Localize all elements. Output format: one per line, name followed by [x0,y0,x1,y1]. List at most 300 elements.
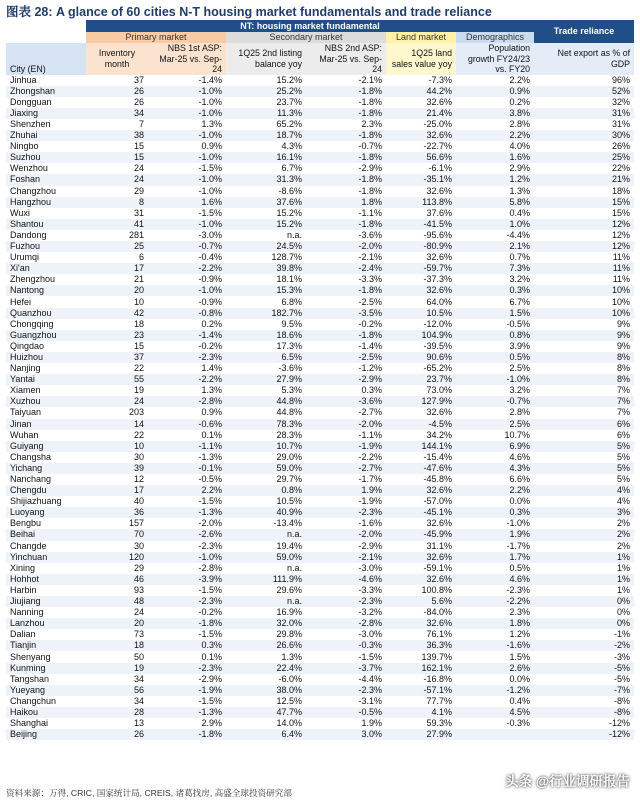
cell-net-export: 7% [534,396,634,407]
table-row [6,174,634,185]
cell-city: Taiyuan [10,407,42,418]
cell-nbs-1st-asp: -1.3% [148,707,226,718]
table-row [6,430,634,441]
cell-nbs-1st-asp: -1.0% [148,108,226,119]
cell-net-export: 25% [534,152,634,163]
cell-net-export: -5% [614,673,631,684]
table-row [6,374,634,385]
cell-land-sales: 32.6% [386,485,456,496]
cell-land-sales: -57.1% [386,685,456,696]
cell-land-sales: -57.0% [423,496,452,507]
cell-land-sales: 139.7% [421,651,452,662]
cell-land-sales: 162.1% [386,663,456,674]
cell-nbs-2nd-asp: -0.5% [306,707,386,718]
table-row [6,396,634,407]
cell-land-sales: 37.6% [426,207,452,218]
cell-net-export: 30% [534,130,634,141]
cell-population-growth: -2.3% [506,584,531,595]
cell-net-export: 31% [612,119,631,130]
cell-net-export: 7% [617,407,631,418]
cell-nbs-1st-asp: 2.2% [148,485,226,496]
cell-nbs-1st-asp: -0.9% [198,296,222,307]
table-row [6,141,634,152]
cell-land-sales: -59.1% [423,562,452,573]
cell-nbs-1st-asp: -0.9% [198,274,222,285]
cell-listing-balance: 12.5% [276,695,302,706]
cell-nbs-1st-asp: -1.5% [198,163,222,174]
col-nbs-1st-asp: NBS 1st ASP: Mar-25 vs. Sep-24 [148,43,226,75]
cell-nbs-2nd-asp: -1.9% [306,441,386,452]
cell-listing-balance: 22.4% [226,663,306,674]
table-row [6,574,634,585]
table-row [6,108,634,119]
cell-population-growth: 3.2% [509,274,531,285]
cell-nbs-2nd-asp: -2.2% [358,451,382,462]
table-row [6,119,634,130]
cell-nbs-2nd-asp: -2.0% [306,241,386,252]
cell-population-growth: 6.7% [509,296,531,307]
cell-nbs-1st-asp: -1.0% [148,285,226,296]
cell-nbs-2nd-asp: -2.9% [358,540,382,551]
table-row [6,130,634,141]
corner-spacer [6,20,86,32]
cell-city: Hefei [10,296,32,307]
cell-inventory: 39 [86,463,148,474]
cell-city: Wenzhou [10,163,48,174]
watermark: 头条 @行业调研报告 [505,774,630,789]
cell-population-growth: 4.6% [509,451,531,462]
cell-population-growth: 2.2% [456,130,534,141]
cell-net-export: 15% [612,207,631,218]
cell-nbs-2nd-asp: -2.9% [358,163,382,174]
source-note: 资料来源：万得, CRIC, 国家统计局, CREIS, 诸葛找房, 高盛全球投资研究部 [6,788,292,798]
table-row [6,685,634,696]
cell-city: Jiaxing [6,108,86,119]
cell-nbs-2nd-asp: -3.3% [358,584,382,595]
cell-listing-balance: n.a. [226,596,306,607]
cell-net-export: -7% [534,685,634,696]
table-row [6,651,634,662]
cell-inventory: 34 [86,108,148,119]
cell-listing-balance: -8.6% [278,185,302,196]
cell-inventory: 15 [133,340,144,351]
cell-land-sales: -35.1% [386,174,456,185]
cell-inventory: 73 [133,629,144,640]
table-row [6,319,634,330]
cell-listing-balance: 0.8% [226,485,306,496]
cell-nbs-1st-asp: 0.1% [201,651,222,662]
table-row [6,585,634,596]
cell-nbs-1st-asp: -2.9% [198,673,222,684]
cell-land-sales: 77.7% [426,695,452,706]
cell-land-sales: 10.5% [386,308,456,319]
cell-land-sales: 100.8% [421,584,452,595]
cell-city: Hangzhou [6,197,86,208]
cell-nbs-1st-asp: 1.3% [201,385,222,396]
cell-nbs-2nd-asp: -0.7% [358,141,382,152]
nt-group-header: NT: housing market fundamental [86,20,534,32]
cell-land-sales: 27.9% [386,729,456,740]
cell-net-export: 8% [617,363,631,374]
cell-land-sales: -4.5% [386,419,456,430]
cell-nbs-1st-asp: -2.2% [148,263,226,274]
cell-listing-balance: 18.6% [226,330,306,341]
cell-land-sales: 21.4% [386,108,456,119]
cell-land-sales: 31.1% [426,540,452,551]
cell-city: Urumqi [10,252,40,263]
cell-inventory: 30 [133,451,144,462]
table-row [6,618,634,629]
cell-listing-balance: 15.2% [226,219,306,230]
cell-land-sales: -12.0% [423,318,452,329]
cell-listing-balance: 6.5% [226,352,306,363]
cell-city: Haikou [6,707,86,718]
demographics-header: Demographics [456,32,534,43]
cell-city: Guiyang [6,441,86,452]
cell-population-growth: 2.2% [509,74,531,85]
cell-nbs-1st-asp: -0.4% [198,252,222,263]
table-row [6,330,634,341]
cell-nbs-1st-asp: -0.5% [198,474,222,485]
cell-nbs-1st-asp: 1.6% [148,197,226,208]
cell-net-export: -5% [534,663,634,674]
table-row [6,607,634,618]
cell-city: Bengbu [10,518,42,529]
table-row [6,541,634,552]
cell-population-growth: -1.2% [456,685,534,696]
cell-city: Changsha [10,451,52,462]
cell-nbs-1st-asp: -1.5% [198,496,222,507]
table-row [6,208,634,219]
cell-inventory: 19 [133,385,144,396]
cell-inventory: 18 [133,318,144,329]
cell-population-growth: -1.7% [506,540,531,551]
corner-spacer-2 [6,32,86,43]
cell-net-export: 10% [534,308,634,319]
table-row [6,230,634,241]
cell-nbs-1st-asp: -1.0% [148,219,226,230]
cell-net-export: 4% [617,496,631,507]
cell-nbs-2nd-asp: -3.0% [358,629,382,640]
cell-population-growth: 1.5% [456,308,534,319]
cell-population-growth: 1.7% [456,552,534,563]
cell-population-growth: 1.3% [509,185,531,196]
table-row [6,729,634,740]
cell-nbs-1st-asp: 0.1% [201,429,222,440]
cell-net-export: -2% [534,640,634,651]
cell-listing-balance: -3.6% [278,363,302,374]
cell-listing-balance: n.a. [286,229,302,240]
cell-net-export: 12% [534,241,634,252]
cell-nbs-1st-asp: -2.3% [148,352,226,363]
cell-listing-balance: 5.3% [281,385,302,396]
cell-nbs-1st-asp: -1.0% [148,130,226,141]
cell-listing-balance: 24.5% [226,241,306,252]
table-row [6,75,634,86]
cell-population-growth: 0.8% [456,330,534,341]
cell-nbs-2nd-asp: -1.8% [306,152,386,163]
cell-listing-balance: 29.6% [276,584,302,595]
cell-nbs-1st-asp: 0.2% [201,318,222,329]
cell-city: Xi'an [6,263,86,274]
cell-listing-balance: 26.6% [226,640,306,651]
cell-population-growth: 2.5% [509,363,531,374]
cell-inventory: 26 [86,86,148,97]
cell-listing-balance: 40.9% [226,507,306,518]
cell-city: Zhongshan [6,86,86,97]
cell-inventory: 37 [133,74,144,85]
cell-city: Guangzhou [6,330,86,341]
cell-nbs-2nd-asp: -1.8% [358,185,382,196]
cell-land-sales: 113.8% [386,197,456,208]
cell-population-growth: 1.9% [456,529,534,540]
table-row [6,197,634,208]
cell-nbs-2nd-asp: -2.4% [306,263,386,274]
cell-population-growth: 2.2% [456,485,534,496]
table-row [6,274,634,285]
cell-city: Shijiazhuang [10,496,62,507]
cell-net-export: 8% [534,352,634,363]
cell-nbs-2nd-asp: 2.3% [361,119,382,130]
cell-population-growth: 4.3% [456,463,534,474]
cell-inventory: 13 [133,718,144,729]
cell-nbs-2nd-asp: -1.8% [306,108,386,119]
col-population-growth: Population growth FY24/23 vs. FY20 [456,43,534,75]
cell-land-sales: -65.2% [423,363,452,374]
table-row [6,152,634,163]
cell-land-sales: 32.6% [426,407,452,418]
cell-nbs-2nd-asp: -2.9% [306,374,386,385]
table-row [6,363,634,374]
cell-listing-balance: 15.2% [276,74,302,85]
cell-nbs-1st-asp: 0.3% [148,640,226,651]
cell-city: Jiujiang [6,596,86,607]
cell-city: Huizhou [6,352,86,363]
cell-inventory: 24 [133,163,144,174]
cell-land-sales: 32.6% [386,618,456,629]
cell-net-export: 0% [534,618,634,629]
table-row [6,352,634,363]
cell-listing-balance: 32.0% [226,618,306,629]
page-title: 图表 28: A glance of 60 cities N-T housing market fundamentals and trade reliance [6,5,492,19]
cell-city: Yichang [6,463,86,474]
cell-nbs-2nd-asp: -2.7% [358,407,382,418]
cell-nbs-2nd-asp: -1.8% [306,330,386,341]
cell-listing-balance: 182.7% [226,308,306,319]
cell-population-growth: 0.4% [509,207,531,218]
cell-inventory: 29 [133,185,144,196]
cell-net-export: 5% [534,441,634,452]
cell-population-growth: 0.5% [456,352,534,363]
cell-nbs-2nd-asp: -2.0% [306,419,386,430]
cell-listing-balance: 19.4% [276,540,302,551]
cell-nbs-1st-asp: -1.4% [148,330,226,341]
table-row [6,640,634,651]
cell-net-export: 9% [534,330,634,341]
cell-nbs-1st-asp: -2.8% [148,396,226,407]
cell-listing-balance: 10.5% [276,496,302,507]
cell-land-sales: 44.2% [386,86,456,97]
cell-nbs-2nd-asp: -1.1% [358,429,382,440]
cell-land-sales: -45.9% [386,529,456,540]
cell-nbs-2nd-asp: -0.2% [358,318,382,329]
table-row [6,518,634,529]
cell-listing-balance: 15.2% [276,207,302,218]
cell-city: Harbin [10,584,37,595]
cell-listing-balance: 65.2% [276,119,302,130]
cell-land-sales: 56.6% [386,152,456,163]
secondary-market-header: Secondary market [226,32,386,43]
cell-nbs-1st-asp: -0.6% [148,419,226,430]
cell-listing-balance: 25.2% [226,86,306,97]
cell-inventory: 18 [86,640,148,651]
cell-inventory: 20 [86,618,148,629]
cell-population-growth: 7.3% [456,263,534,274]
cell-net-export: 6% [617,429,631,440]
cell-population-growth: 5.8% [456,197,534,208]
cell-city: Shenzhen [10,119,51,130]
cell-net-export: 21% [534,174,634,185]
cell-net-export: -3% [614,651,631,662]
cell-land-sales: 34.2% [426,429,452,440]
cell-population-growth: 2.8% [509,407,531,418]
cell-land-sales: -39.5% [423,340,452,351]
table-row [6,263,634,274]
cell-population-growth: -4.4% [506,229,531,240]
cell-city: Zhengzhou [10,274,56,285]
table-row [6,552,634,563]
cell-city: Luoyang [6,507,86,518]
cell-net-export: 3% [534,507,634,518]
cell-population-growth: 2.8% [509,119,531,130]
table-row [6,629,634,640]
cell-city: Xining [10,562,36,573]
cell-net-export: -1% [614,629,631,640]
table-row [6,163,634,174]
cell-listing-balance: 16.9% [276,607,302,618]
cell-nbs-2nd-asp: -2.1% [358,252,382,263]
cell-net-export: 11% [612,252,631,263]
cell-nbs-1st-asp: -0.8% [148,308,226,319]
cell-net-export: 9% [617,340,631,351]
table-row [6,407,634,418]
cell-nbs-2nd-asp: -2.7% [306,463,386,474]
cell-nbs-1st-asp: -3.0% [198,229,222,240]
cell-net-export: 1% [534,574,634,585]
cell-land-sales: -15.4% [423,451,452,462]
cell-listing-balance: 44.8% [276,407,302,418]
cell-inventory: 42 [86,308,148,319]
cell-listing-balance: 29.0% [276,451,302,462]
cell-population-growth: 4.5% [456,707,534,718]
cell-land-sales: -7.3% [428,74,452,85]
cell-listing-balance: 6.8% [281,296,302,307]
cell-land-sales: 32.6% [426,96,452,107]
cell-nbs-1st-asp: -1.0% [148,174,226,185]
cell-net-export: 0% [534,596,634,607]
cell-net-export: 1% [617,584,631,595]
cell-nbs-1st-asp: -0.7% [148,241,226,252]
cell-nbs-1st-asp: -2.2% [148,374,226,385]
cell-inventory: 37 [86,352,148,363]
cell-nbs-1st-asp: 1.4% [201,363,222,374]
cell-city: Tianjin [6,640,86,651]
cell-population-growth: 0.2% [509,96,531,107]
cell-nbs-2nd-asp: -1.5% [358,651,382,662]
cell-listing-balance: n.a. [286,562,302,573]
table-row [6,463,634,474]
cell-net-export: 5% [617,451,631,462]
col-inventory: Inventory month [86,43,148,75]
cell-net-export: 22% [612,163,631,174]
cell-inventory: 21 [133,274,144,285]
cell-inventory: 17 [86,485,148,496]
cell-listing-balance: 14.0% [276,718,302,729]
cell-city: Chengdu [6,485,86,496]
cell-net-export: 9% [617,318,631,329]
table-row [6,97,634,108]
cell-listing-balance: -6.0% [278,673,302,684]
cell-population-growth: 0.4% [509,695,531,706]
cell-land-sales: 90.6% [386,352,456,363]
cell-inventory: 22 [133,429,144,440]
cell-land-sales: -95.6% [423,229,452,240]
cell-net-export: 12% [534,219,634,230]
cell-inventory: 10 [133,296,144,307]
cell-listing-balance: 11.3% [226,108,306,119]
cell-inventory: 23 [86,330,148,341]
cell-listing-balance: n.a. [226,529,306,540]
cell-city: Nanjing [10,363,41,374]
cell-net-export: -12% [609,718,631,729]
cell-inventory: 24 [86,396,148,407]
cell-inventory: 15 [133,141,144,152]
cell-inventory: 29 [133,562,144,573]
cell-nbs-1st-asp: -2.0% [198,518,222,529]
cell-land-sales: 144.1% [386,441,456,452]
cell-city: Dongguan [10,96,52,107]
cell-population-growth: -0.3% [506,718,531,729]
cell-city: Lanzhou [6,618,86,629]
cell-land-sales: -45.8% [423,474,452,485]
cell-nbs-1st-asp: -1.0% [198,96,222,107]
cell-inventory: 46 [86,574,148,585]
cell-net-export: -8% [534,707,634,718]
cell-listing-balance: 59.0% [226,552,306,563]
cell-nbs-2nd-asp: -4.4% [358,673,382,684]
cell-nbs-1st-asp: -2.8% [198,562,222,573]
cell-net-export: 26% [612,141,631,152]
cell-nbs-2nd-asp: -3.1% [358,695,382,706]
table-row [6,474,634,485]
table-row [6,296,634,307]
cell-population-growth: 0.7% [509,252,531,263]
cell-nbs-2nd-asp: -2.3% [306,507,386,518]
cell-population-growth: 10.7% [504,429,531,440]
cell-nbs-2nd-asp: -1.7% [358,474,382,485]
cell-net-export: 4% [534,485,634,496]
cell-city: Jinhua [10,74,37,85]
cell-inventory: 40 [133,496,144,507]
cell-city: Wuhan [10,429,39,440]
cell-land-sales: 36.3% [386,640,456,651]
cell-nbs-1st-asp: -1.0% [198,185,222,196]
table-row [6,663,634,674]
col-land-sales: 1Q25 land sales value yoy [386,43,456,75]
cell-inventory: 15 [86,152,148,163]
cell-population-growth: 3.8% [456,108,534,119]
cell-city: Zhuhai [6,130,86,141]
